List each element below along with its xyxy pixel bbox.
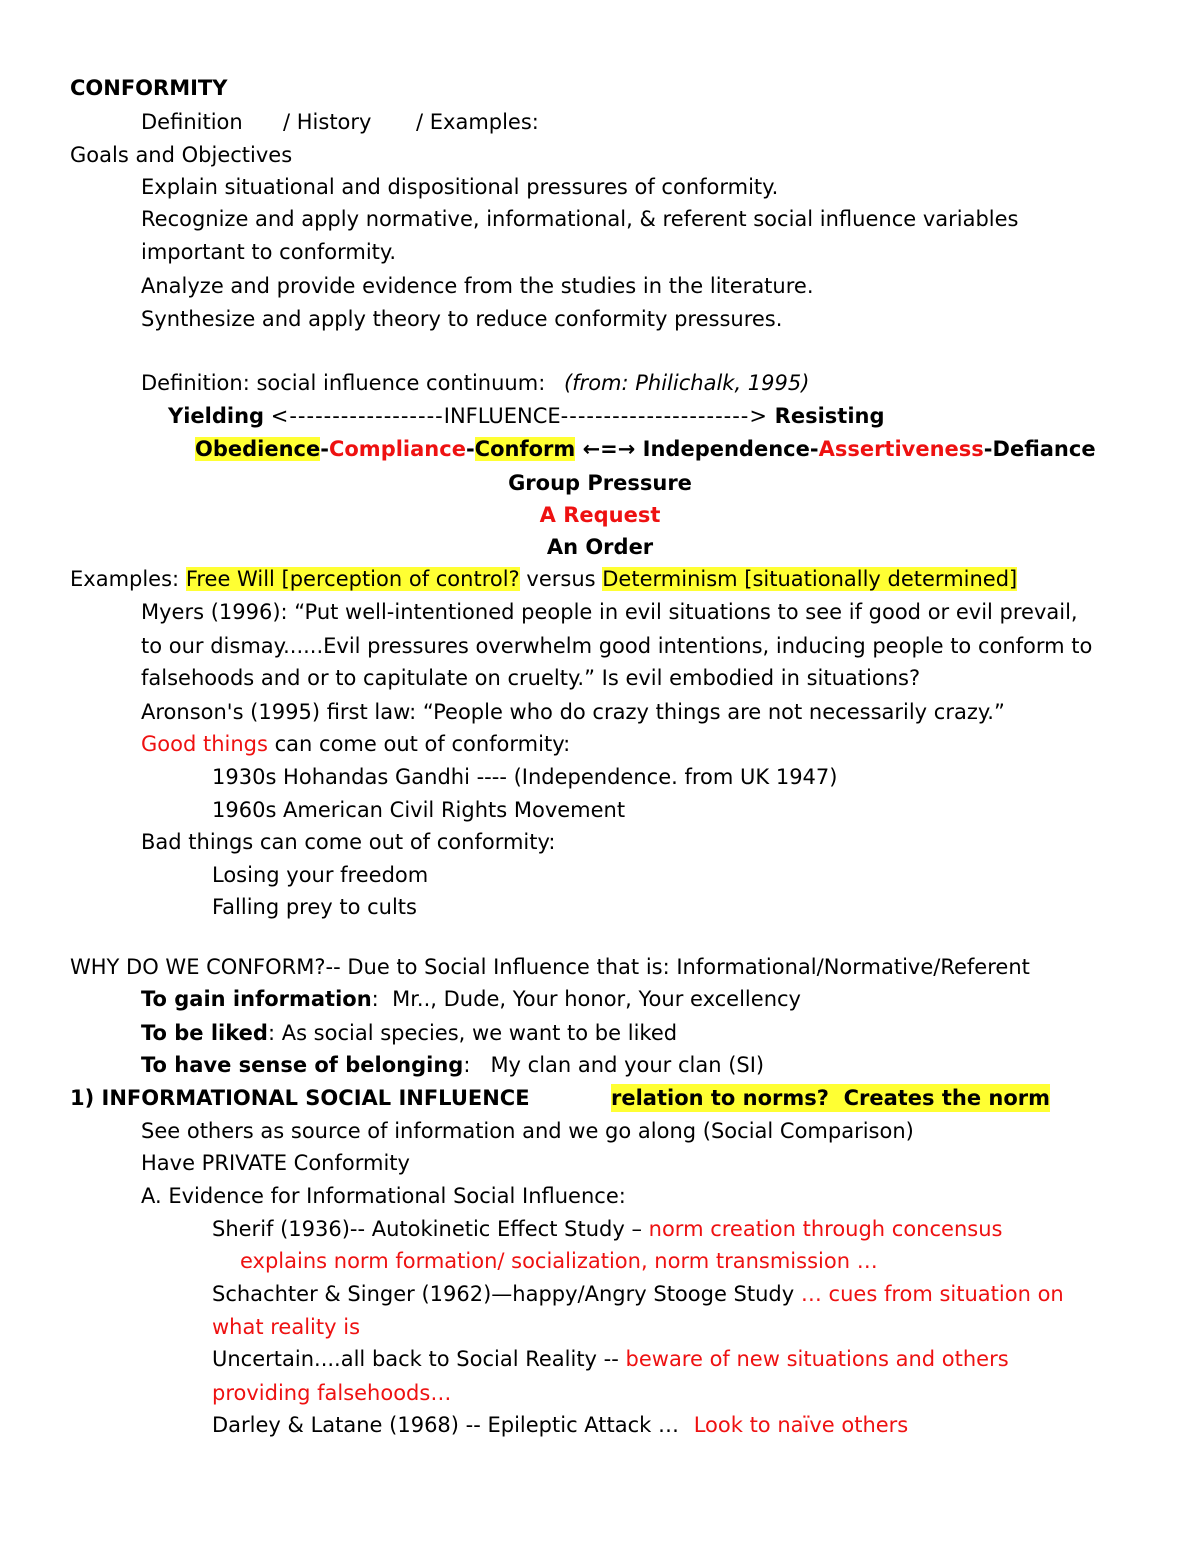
form-group-pressure: Group Pressure (508, 471, 692, 495)
study-text: Darley & Latane (1968) -- Epileptic Attack … (212, 1413, 680, 1437)
myers-quote: falsehoods and or to capitulate on cruelty.” Is evil embodied in situations? (141, 666, 921, 690)
continuum-resisting: Resisting (774, 404, 885, 428)
term-separator: - (809, 437, 819, 461)
reason-colon: : (463, 1053, 471, 1077)
reason-text: My clan and your clan (SI) (490, 1053, 765, 1077)
study-text: Schachter & Singer (1962)—happy/Angry Stooge Study (212, 1282, 795, 1306)
term-separator: - (320, 437, 329, 461)
reason-text: Mr.., Dude, Your honor, Your excellency (392, 987, 801, 1011)
study-note: providing falsehoods… (212, 1381, 452, 1405)
goal-item: important to conformity. (141, 240, 397, 264)
informational-highlight: relation to norms? Creates the norm (611, 1086, 1051, 1110)
good-things-label: Good things (141, 732, 268, 756)
informational-line: Have PRIVATE Conformity (141, 1151, 410, 1175)
reason-item (141, 1051, 764, 1079)
good-example: 1960s American Civil Rights Movement (212, 798, 626, 822)
study-darley (212, 1411, 908, 1439)
bad-example: Falling prey to cults (212, 895, 417, 919)
informational-line: See others as source of information and we go along (Social Comparison) (141, 1119, 914, 1143)
examples-line (70, 565, 1017, 593)
study-note: Look to naïve others (693, 1413, 909, 1437)
term-independence: Independence (642, 437, 810, 461)
reason-item (141, 985, 801, 1013)
reason-label: To gain information (141, 987, 372, 1011)
subtitle-examples: / Examples: (416, 110, 539, 134)
good-things-line (141, 730, 570, 758)
goals-heading: Goals and Objectives (70, 143, 293, 167)
term-separator: - (465, 437, 475, 461)
good-example: 1930s Hohandas Gandhi ---- (Independence. from UK 1947) (212, 765, 838, 789)
bad-example: Losing your freedom (212, 863, 429, 887)
term-separator: - (983, 437, 993, 461)
examples-label: Examples: (70, 567, 180, 591)
term-assertiveness: Assertiveness (818, 437, 984, 461)
reason-colon: : (371, 987, 379, 1011)
subtitle-definition: Definition (141, 110, 243, 134)
goal-item: Explain situational and dispositional pressures of conformity. (141, 175, 779, 199)
definition-line (141, 369, 809, 397)
continuum-influence: INFLUENCE (443, 404, 561, 428)
form-request: A Request (539, 503, 661, 527)
continuum-terms (195, 435, 1096, 463)
term-arrow: ←=→ (582, 437, 636, 461)
continuum-arrow-left: <------------------ (270, 404, 444, 428)
study-schachter (212, 1280, 1064, 1308)
study-note: norm creation through concensus (648, 1217, 1003, 1241)
reason-text: As social species, we want to be liked (281, 1021, 678, 1045)
term-compliance: Compliance (328, 437, 466, 461)
reason-colon: : (267, 1021, 276, 1045)
myers-quote: Myers (1996): “Put well-intentioned people in evil situations to see if good or evil prevail, (141, 600, 1078, 624)
myers-quote: to our dismay......Evil pressures overwhelm good intentions, inducing people to conform to (141, 634, 1093, 658)
study-note: … cues from situation on (800, 1282, 1064, 1306)
document-title: CONFORMITY (70, 76, 228, 100)
goal-item: Analyze and provide evidence from the studies in the literature. (141, 274, 814, 298)
continuum-arrow-right: ----------------------> (560, 404, 768, 428)
reason-label: To have sense of belonging (141, 1053, 464, 1077)
goal-item: Recognize and apply normative, informational, & referent social influence variables (141, 207, 1019, 231)
definition-label: Definition: social influence continuum: (141, 371, 546, 395)
study-uncertain (212, 1345, 1009, 1373)
term-defiance: Defiance (992, 437, 1096, 461)
term-conform: Conform (474, 437, 576, 461)
subtitle-history: / History (283, 110, 372, 134)
study-note: explains norm formation/ socialization, norm transmission … (240, 1249, 878, 1273)
study-note: what reality is (212, 1315, 361, 1339)
continuum-line (168, 402, 885, 430)
term-obedience: Obedience (195, 437, 321, 461)
study-text: Uncertain....all back to Social Reality -- (212, 1347, 619, 1371)
aronson-law: Aronson's (1995) first law: “People who do crazy things are not necessarily crazy.” (141, 700, 1005, 724)
form-order: An Order (546, 535, 654, 559)
bad-things-line: Bad things can come out of conformity: (141, 830, 556, 854)
examples-versus: versus (526, 567, 596, 591)
study-text: Sherif (1936)-- Autokinetic Effect Study – (212, 1217, 642, 1241)
informational-line: A. Evidence for Informational Social Influence: (141, 1184, 626, 1208)
why-conform-heading: WHY DO WE CONFORM?-- Due to Social Influence that is: Informational/Normative/Referent (70, 955, 1030, 979)
study-sherif (212, 1215, 1002, 1243)
examples-free-will: Free Will [perception of control? (185, 567, 520, 591)
good-things-rest: can come out of conformity: (274, 732, 571, 756)
informational-heading: 1) INFORMATIONAL SOCIAL INFLUENCE (70, 1086, 530, 1110)
continuum-yielding: Yielding (168, 404, 265, 428)
definition-source: (from: Philichalk, 1995) (563, 371, 810, 395)
goal-item: Synthesize and apply theory to reduce conformity pressures. (141, 307, 783, 331)
reason-label: To be liked (141, 1021, 268, 1045)
reason-item (141, 1019, 677, 1047)
study-note: beware of new situations and others (625, 1347, 1009, 1371)
examples-determinism: Determinism [situationally determined] (602, 567, 1018, 591)
